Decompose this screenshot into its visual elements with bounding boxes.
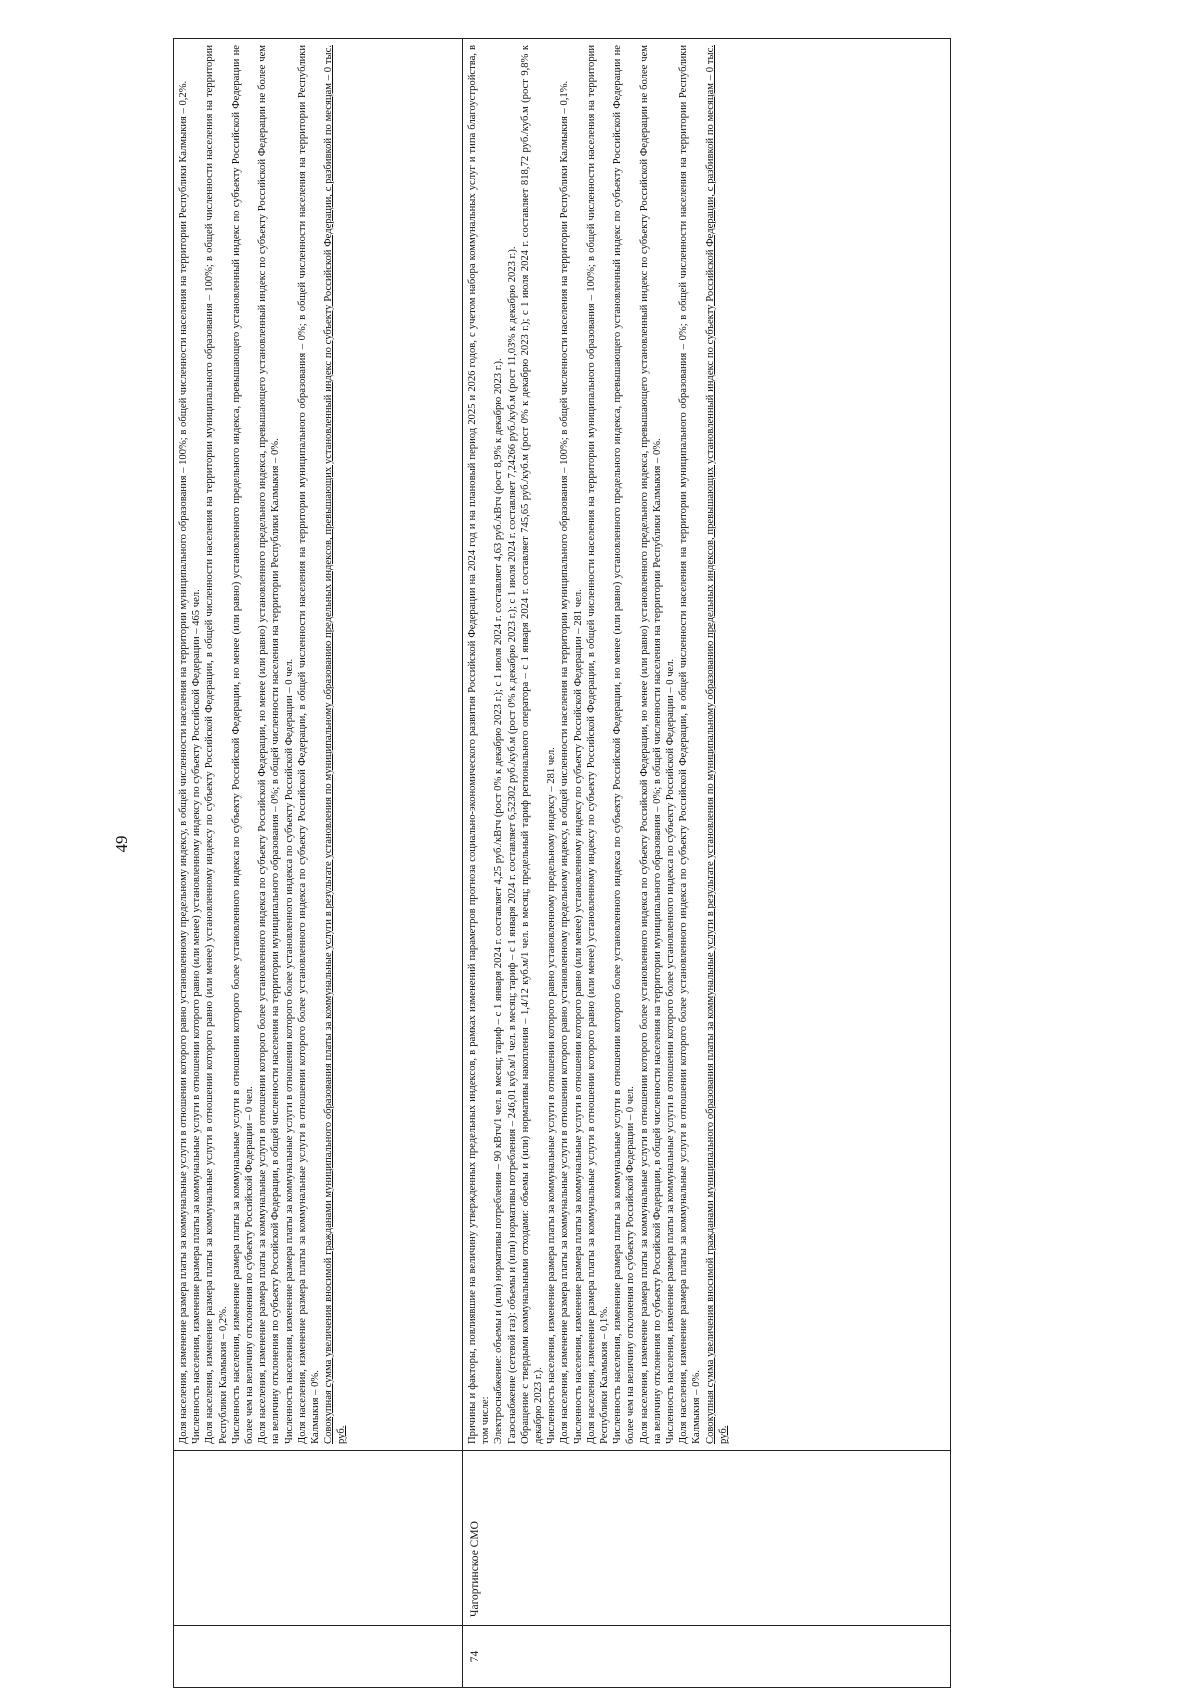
table-row bbox=[462, 38, 951, 1688]
paragraph: Доля населения, изменение размера платы за коммунальные услуги в отношении которого более установленного индекса по субъекту Российской Федерации, в общей численности населения на территории муниципального образования – 0%; в общей численности населения на территории Республики Калмыкия – 0%. bbox=[678, 45, 703, 1444]
paragraph: Численность населения, изменение размера платы за коммунальные услуги в отношении которого равно (или менее) установленному индексу по субъекту Российской Федерации – 281 чел. bbox=[572, 589, 584, 1444]
row-number-cell bbox=[174, 1625, 462, 1687]
paragraph: Доля населения, изменение размера платы за коммунальные услуги в отношении которого более установленного индекса по субъекту Российской Федерации, в общей численности населения на территории муниципального образования – 0%; в общей численности населения на территории Республики Калмыкия – 0%. bbox=[296, 45, 322, 1444]
document-table bbox=[173, 38, 953, 1688]
paragraph: Причины и факторы, повлиявшие на величину утвержденных предельных индексов, в рамках изменений параметров прогноза социально-экономического развития Российской Федерации на 2024 год и на плановый период 2025 и 2026 годов, с учетом набора коммунальных услуг и типа благоустройства, в том числе: bbox=[467, 45, 492, 1444]
paragraph: Численность населения, изменение размера платы за коммунальные услуги в отношении которого равно установленному предельному индексу – 281 чел. bbox=[546, 747, 558, 1444]
paragraph: Численность населения, изменение размера платы за коммунальные услуги в отношении которого равно (или менее) установленному индексу по субъекту Российской Федерации – 465 чел. bbox=[191, 589, 203, 1444]
description-cell bbox=[174, 39, 462, 1450]
row-number-cell: 74 bbox=[463, 1625, 950, 1687]
paragraph: Газоснабжение (сетевой газ): объемы и (или) нормативы потребления – 246,01 куб.м/1 чел. в месяц; тариф – с 1 января 2024 г. составляет 6,52302 руб./куб.м (рост 0% к декабрю 2023 г.); с 1 июля 2024 г. составляет 7,24266 руб./куб.м (рост 11,03% к декабрю 2023 г.). bbox=[506, 246, 518, 1444]
paragraph: Доля населения, изменение размера платы за коммунальные услуги в отношении которого равно установленному предельному индексу, в общей численности населения на территории муниципального образования – 100%; в общей численности населения на территории Республики Калмыкия – 0,1%. bbox=[559, 80, 571, 1444]
table-row bbox=[173, 38, 463, 1688]
paragraph: Электроснабжение: объемы и (или) нормативы потребления – 90 кВтч/1 чел. в месяц; тариф – с 1 января 2024 г. составляет 4,25 руб./кВтч (рост 0% к декабрю 2023 г.); с 1 июля 2024 г. составляет 4,63 руб./кВтч (рост 8,9% к декабрю 2023 г.). bbox=[493, 358, 505, 1444]
paragraph: Доля населения, изменение размера платы за коммунальные услуги в отношении которого равно установленному предельному индексу, в общей численности населения на территории муниципального образования – 100%; в общей численности населения на территории Республики Калмыкия – 0,2%. bbox=[178, 80, 189, 1444]
rotated-table-wrapper bbox=[173, 38, 953, 1688]
municipality-name-cell bbox=[174, 1450, 462, 1625]
paragraph: Обращение с твердыми коммунальными отходами: объемы и (или) нормативы накопления – 1,4/12 куб.м/1 чел. в месяц; предельный тариф регионального оператора – с 1 января 2024 г. составляет 745,65 руб./куб.м (рост 0% к декабрю 2023 г.); с 1 июля 2024 г. составляет 818,72 руб./куб.м (рост 9,8% к декабрю 2023 г.). bbox=[519, 45, 545, 1444]
paragraph: Доля населения, изменение размера платы за коммунальные услуги в отношении которого равно (или менее) установленному индексу по субъекту Российской Федерации, в общей численности населения на территории муниципального образования – 100%; в общей численности населения на территории Республики Калмыкия – 0,1%. bbox=[585, 45, 611, 1444]
page-number: 49 bbox=[112, 835, 131, 853]
paragraph: Доля населения, изменение размера платы за коммунальные услуги в отношении которого более установленного индекса по субъекту Российской Федерации, но менее (или равно) установленного предельного индекса, превышающего установленный индекс по субъекту Российской Федерации не более чем на величину отклонения по субъекту Российской Федерации, в общей численности населения на территории муниципального образования – 0%; в общей численности населения на территории Республики Калмыкия – 0%. bbox=[257, 45, 282, 1444]
paragraph: Численность населения, изменение размера платы за коммунальные услуги в отношении которого более установленного индекса по субъекту Российской Федерации, но менее (или равно) установленного предельного индекса, превышающего установленный индекс по субъекту Российской Федерации не более чем на величину отклонения по субъекту Российской Федерации – 0 чел. bbox=[612, 45, 637, 1444]
description-cell bbox=[463, 39, 950, 1450]
paragraph: Численность населения, изменение размера платы за коммунальные услуги в отношении которого более установленного индекса по субъекту Российской Федерации, но менее (или равно) установленного предельного индекса, превышающего установленный индекс по субъекту Российской Федерации не более чем на величину отклонения по субъекту Российской Федерации – 0 чел. bbox=[230, 45, 256, 1444]
paragraph: Численность населения, изменение размера платы за коммунальные услуги в отношении которого более установленного индекса по субъекту Российской Федерации – 0 чел. bbox=[283, 658, 295, 1444]
paragraph: Доля населения, изменение размера платы за коммунальные услуги в отношении которого равно (или менее) установленному индексу по субъекту Российской Федерации, в общей численности населения на территории муниципального образования – 100%; в общей численности населения на территории Республики Калмыкия – 0,2%. bbox=[204, 45, 229, 1444]
paragraph: Численность населения, изменение размера платы за коммунальные услуги в отношении которого более установленного индекса по субъекту Российской Федерации – 0 чел. bbox=[665, 658, 677, 1444]
paragraph-total-sum: Совокупная сумма увеличения вносимой гражданами муниципального образования платы за коммунальные услуги в результате установления по муниципальному образованию предельных индексов, превышающих установленный индекс по субъекту Российской Федерации, с разбивкой по месяцам – 0 тыс. руб. bbox=[704, 45, 729, 1444]
paragraph-total-sum: Совокупная сумма увеличения вносимой гражданами муниципального образования платы за коммунальные услуги в результате установления по муниципальному образованию предельных индексов, превышающих установленный индекс по субъекту Российской Федерации, с разбивкой по месяцам – 0 тыс. руб. bbox=[323, 45, 348, 1444]
municipality-name-cell: Чагортинское СМО bbox=[463, 1450, 950, 1625]
paragraph: Доля населения, изменение размера платы за коммунальные услуги в отношении которого более установленного индекса по субъекту Российской Федерации, но менее (или равно) установленного предельного индекса, превышающего установленный индекс по субъекту Российской Федерации не более чем на величину отклонения по субъекту Российской Федерации, в общей численности населения на территории муниципального образования – 0%; в общей численности населения на территории Республики Калмыкия – 0%. bbox=[638, 45, 663, 1444]
